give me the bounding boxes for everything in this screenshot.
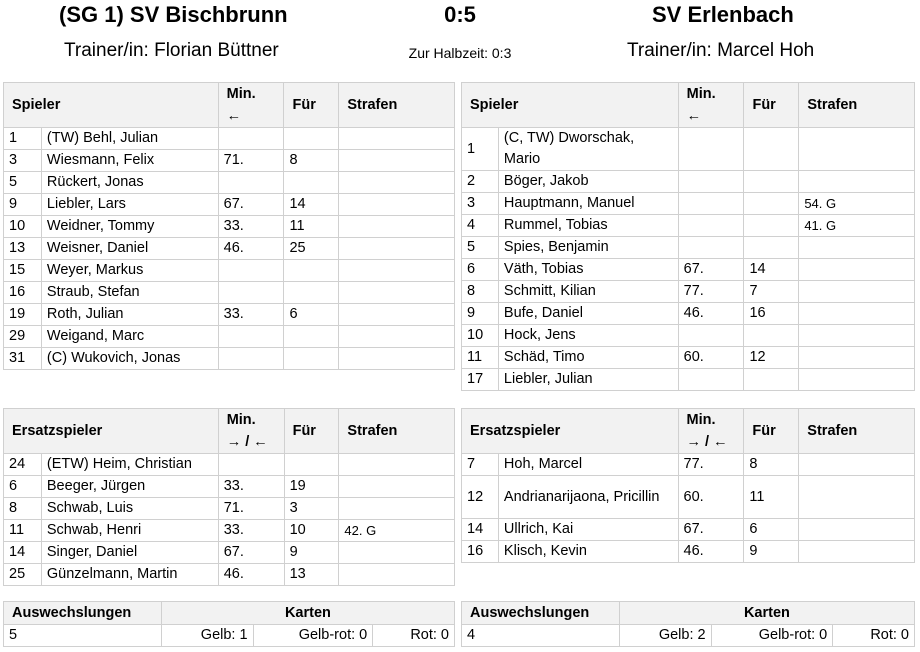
player-column-header: Spieler: [462, 83, 679, 128]
halftime-score: Zur Halbzeit: 0:3: [408, 45, 512, 61]
player-number: 8: [462, 281, 499, 303]
substituted-for: [284, 454, 339, 476]
away-summary-table: [461, 601, 915, 647]
player-name: Liebler, Julian: [498, 369, 678, 391]
penalty: 42. G: [339, 520, 455, 542]
player-number: 9: [462, 303, 499, 325]
player-number: 15: [4, 260, 42, 282]
table-row: [4, 520, 455, 542]
penalty: [339, 454, 455, 476]
penalty: 54. G: [799, 193, 915, 215]
red-cards: Rot: 0: [833, 625, 915, 647]
player-number: 25: [4, 564, 42, 586]
for-column-header: Für: [744, 409, 799, 454]
player-name: (ETW) Heim, Christian: [41, 454, 218, 476]
table-row: [462, 171, 915, 193]
penalty: [339, 172, 455, 194]
for-column-header: Für: [744, 83, 799, 128]
penalty: [339, 150, 455, 172]
player-name: Böger, Jakob: [498, 171, 678, 193]
player-number: 24: [4, 454, 42, 476]
player-number: 8: [4, 498, 42, 520]
player-name: Ullrich, Kai: [498, 519, 678, 541]
substitution-minute: 67.: [678, 519, 744, 541]
penalty-column-header: Strafen: [799, 83, 915, 128]
table-row: [4, 150, 455, 172]
table-header: [4, 83, 455, 128]
penalty: [339, 238, 455, 260]
player-number: 10: [4, 216, 42, 238]
substituted-for: [284, 326, 339, 348]
player-name: Schwab, Luis: [41, 498, 218, 520]
player-name: Weidner, Tommy: [41, 216, 218, 238]
player-number: 16: [4, 282, 42, 304]
table-row: [4, 564, 455, 586]
substituted-for: 19: [284, 476, 339, 498]
home-team-name: (SG 1) SV Bischbrunn: [59, 2, 288, 27]
substitution-minute: 60.: [678, 476, 744, 519]
substituted-for: 10: [284, 520, 339, 542]
substitution-minute: [218, 282, 284, 304]
player-name: Bufe, Daniel: [498, 303, 678, 325]
penalty: 41. G: [799, 215, 915, 237]
away-subs-table: [461, 408, 915, 563]
substituted-for: [744, 215, 799, 237]
penalty: [799, 541, 915, 563]
table-row: [462, 259, 915, 281]
player-name: Andrianarijaona, Pricillin: [498, 476, 678, 519]
substitution-minute: [678, 128, 744, 171]
substitution-minute: [218, 260, 284, 282]
minute-column-header: Min. ←: [678, 83, 744, 128]
substitution-minute: [218, 454, 284, 476]
substitution-minute: [678, 215, 744, 237]
player-name: Roth, Julian: [41, 304, 218, 326]
substituted-for: [744, 128, 799, 171]
home-starters-table: [3, 82, 455, 370]
penalty: [799, 303, 915, 325]
penalty: [799, 128, 915, 171]
substitution-minute: 46.: [678, 303, 744, 325]
penalty: [339, 348, 455, 370]
player-name: (TW) Behl, Julian: [41, 128, 218, 150]
substituted-for: [284, 260, 339, 282]
substitution-minute: 67.: [218, 194, 284, 216]
substituted-for: 6: [284, 304, 339, 326]
substituted-for: 9: [284, 542, 339, 564]
table-row: [4, 128, 455, 150]
table-header: [462, 409, 915, 454]
substituted-for: 3: [284, 498, 339, 520]
penalty: [339, 564, 455, 586]
penalty: [339, 498, 455, 520]
penalty: [339, 542, 455, 564]
substituted-for: 6: [744, 519, 799, 541]
table-row: [4, 282, 455, 304]
player-name: Straub, Stefan: [41, 282, 218, 304]
table-row: [462, 476, 915, 519]
substituted-for: 9: [744, 541, 799, 563]
player-name: Schäd, Timo: [498, 347, 678, 369]
substitution-minute: [678, 325, 744, 347]
away-team-name: SV Erlenbach: [652, 2, 794, 27]
table-row: [462, 303, 915, 325]
player-number: 6: [4, 476, 42, 498]
penalty: [339, 260, 455, 282]
table-row: [4, 476, 455, 498]
sub-player-column-header: Ersatzspieler: [462, 409, 679, 454]
penalty: [339, 194, 455, 216]
substituted-for: [744, 369, 799, 391]
table-row: [462, 237, 915, 259]
player-name: Weigand, Marc: [41, 326, 218, 348]
substitution-minute: 67.: [218, 542, 284, 564]
player-number: 3: [462, 193, 499, 215]
substituted-for: 13: [284, 564, 339, 586]
red-cards: Rot: 0: [373, 625, 455, 647]
player-number: 7: [462, 454, 499, 476]
substitutions-header: Auswechslungen: [462, 602, 620, 625]
penalty: [339, 326, 455, 348]
table-row: [462, 281, 915, 303]
penalty: [799, 519, 915, 541]
player-name: Weisner, Daniel: [41, 238, 218, 260]
substituted-for: 11: [744, 476, 799, 519]
substitutions-count: 5: [4, 625, 162, 647]
player-number: 17: [462, 369, 499, 391]
player-number: 16: [462, 541, 499, 563]
table-row: [462, 347, 915, 369]
player-name: Hock, Jens: [498, 325, 678, 347]
minute-column-header: Min. → / ←: [678, 409, 744, 454]
substituted-for: 14: [284, 194, 339, 216]
substituted-for: [284, 172, 339, 194]
table-row: [4, 304, 455, 326]
penalty: [339, 282, 455, 304]
player-name: Wiesmann, Felix: [41, 150, 218, 172]
player-name: Günzelmann, Martin: [41, 564, 218, 586]
player-name: Schwab, Henri: [41, 520, 218, 542]
substituted-for: 11: [284, 216, 339, 238]
substitution-minute: 33.: [218, 304, 284, 326]
player-name: Hoh, Marcel: [498, 454, 678, 476]
substitution-minute: 60.: [678, 347, 744, 369]
player-number: 9: [4, 194, 42, 216]
substitution-minute: 46.: [218, 564, 284, 586]
table-row: [462, 325, 915, 347]
substitution-minute: 67.: [678, 259, 744, 281]
player-name: (C) Wukovich, Jonas: [41, 348, 218, 370]
home-summary-table: [3, 601, 455, 647]
player-name: Väth, Tobias: [498, 259, 678, 281]
player-number: 5: [462, 237, 499, 259]
home-subs-table: [3, 408, 455, 586]
player-number: 1: [4, 128, 42, 150]
table-row: [462, 369, 915, 391]
player-number: 11: [462, 347, 499, 369]
substitution-minute: [678, 193, 744, 215]
player-name: Weyer, Markus: [41, 260, 218, 282]
penalty: [799, 281, 915, 303]
substituted-for: 16: [744, 303, 799, 325]
substituted-for: 25: [284, 238, 339, 260]
substitution-minute: 33.: [218, 216, 284, 238]
table-row: [4, 348, 455, 370]
home-starters-body: [4, 128, 455, 370]
cards-header: Karten: [161, 602, 454, 625]
table-row: [4, 498, 455, 520]
substitution-minute: [678, 237, 744, 259]
table-header: [462, 83, 915, 128]
sub-player-column-header: Ersatzspieler: [4, 409, 219, 454]
table-row: [4, 238, 455, 260]
player-number: 10: [462, 325, 499, 347]
penalty: [799, 476, 915, 519]
player-number: 6: [462, 259, 499, 281]
minute-column-header: Min. ←: [218, 83, 284, 128]
substitution-minute: [678, 171, 744, 193]
substitution-minute: [678, 369, 744, 391]
substitution-minute: 77.: [678, 454, 744, 476]
table-row: [4, 194, 455, 216]
substituted-for: 8: [284, 150, 339, 172]
player-number: 14: [4, 542, 42, 564]
yellow-cards: Gelb: 2: [619, 625, 711, 647]
player-name: Spies, Benjamin: [498, 237, 678, 259]
player-number: 2: [462, 171, 499, 193]
penalty-column-header: Strafen: [339, 83, 455, 128]
player-number: 13: [4, 238, 42, 260]
substituted-for: 14: [744, 259, 799, 281]
penalty: [799, 237, 915, 259]
substitutions-count: 4: [462, 625, 620, 647]
player-number: 3: [4, 150, 42, 172]
home-subs-body: [4, 454, 455, 586]
yellow-red-cards: Gelb-rot: 0: [253, 625, 373, 647]
cards-header: Karten: [619, 602, 914, 625]
yellow-cards: Gelb: 1: [161, 625, 253, 647]
for-column-header: Für: [284, 409, 339, 454]
penalty: [799, 259, 915, 281]
player-name: Klisch, Kevin: [498, 541, 678, 563]
table-row: [4, 260, 455, 282]
substitution-minute: 71.: [218, 498, 284, 520]
player-name: Hauptmann, Manuel: [498, 193, 678, 215]
substituted-for: [284, 282, 339, 304]
player-name: (C, TW) Dworschak, Mario: [498, 128, 678, 171]
substitution-minute: 77.: [678, 281, 744, 303]
table-row: [462, 454, 915, 476]
penalty: [799, 171, 915, 193]
table-row: [4, 326, 455, 348]
player-number: 5: [4, 172, 42, 194]
substituted-for: [284, 128, 339, 150]
substitution-minute: 33.: [218, 476, 284, 498]
substituted-for: 7: [744, 281, 799, 303]
minute-column-header: Min. → / ←: [218, 409, 284, 454]
substituted-for: [744, 171, 799, 193]
table-row: [4, 172, 455, 194]
substitution-minute: [218, 348, 284, 370]
substitution-minute: 46.: [678, 541, 744, 563]
penalty: [339, 476, 455, 498]
substitution-minute: [218, 326, 284, 348]
table-row: [4, 542, 455, 564]
penalty: [799, 369, 915, 391]
substitution-minute: [218, 128, 284, 150]
yellow-red-cards: Gelb-rot: 0: [711, 625, 833, 647]
substitution-minute: 71.: [218, 150, 284, 172]
table-row: [4, 216, 455, 238]
penalty: [799, 325, 915, 347]
penalty: [339, 216, 455, 238]
player-name: Rummel, Tobias: [498, 215, 678, 237]
player-name: Liebler, Lars: [41, 194, 218, 216]
player-number: 31: [4, 348, 42, 370]
substituted-for: [744, 325, 799, 347]
substituted-for: [744, 237, 799, 259]
match-score: 0:5: [444, 2, 476, 27]
table-header: [4, 409, 455, 454]
table-row: [462, 215, 915, 237]
player-number: 4: [462, 215, 499, 237]
penalty: [799, 347, 915, 369]
table-row: [462, 193, 915, 215]
table-row: [462, 519, 915, 541]
penalty-column-header: Strafen: [799, 409, 915, 454]
penalty: [799, 454, 915, 476]
player-number: 12: [462, 476, 499, 519]
away-starters-table: [461, 82, 915, 391]
player-name: Beeger, Jürgen: [41, 476, 218, 498]
away-starters-body: [462, 128, 915, 391]
table-row: [462, 128, 915, 171]
player-number: 29: [4, 326, 42, 348]
player-name: Singer, Daniel: [41, 542, 218, 564]
player-name: Schmitt, Kilian: [498, 281, 678, 303]
substituted-for: [744, 193, 799, 215]
substituted-for: 8: [744, 454, 799, 476]
penalty-column-header: Strafen: [339, 409, 455, 454]
player-number: 14: [462, 519, 499, 541]
player-number: 19: [4, 304, 42, 326]
home-trainer: Trainer/in: Florian Büttner: [64, 40, 279, 61]
away-subs-body: [462, 454, 915, 563]
player-number: 11: [4, 520, 42, 542]
penalty: [339, 304, 455, 326]
substituted-for: 12: [744, 347, 799, 369]
substitution-minute: [218, 172, 284, 194]
player-column-header: Spieler: [4, 83, 219, 128]
away-trainer: Trainer/in: Marcel Hoh: [627, 40, 815, 61]
player-number: 1: [462, 128, 499, 171]
table-row: [462, 541, 915, 563]
player-name: Rückert, Jonas: [41, 172, 218, 194]
for-column-header: Für: [284, 83, 339, 128]
substituted-for: [284, 348, 339, 370]
substitution-minute: 33.: [218, 520, 284, 542]
substitutions-header: Auswechslungen: [4, 602, 162, 625]
substitution-minute: 46.: [218, 238, 284, 260]
penalty: [339, 128, 455, 150]
table-row: [4, 454, 455, 476]
